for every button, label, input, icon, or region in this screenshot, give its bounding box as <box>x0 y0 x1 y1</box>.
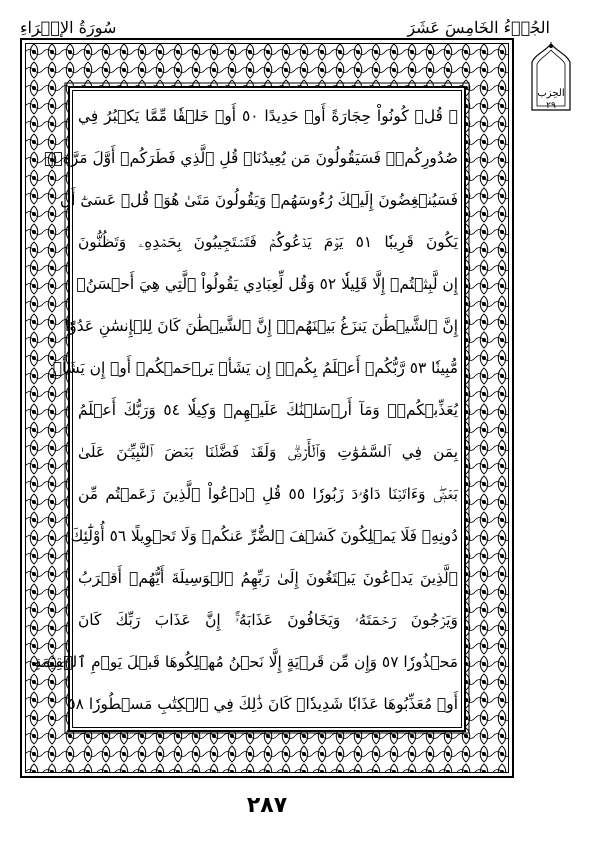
text-line: ٱلَّذِينَ يَدۡعُونَ يَبۡتَغُونَ إِلَىٰ رَبِّهِمُ ٱلۡوَسِيلَةَ أَيُّهُمۡ أَقۡرَبُ <box>78 569 458 587</box>
text-line: مَحۡذُورٗا ٥٧ وَإِن مِّن قَرۡيَةٍ إِلَّا نَحۡنُ مُهۡلِكُوهَا قَبۡلَ يَوۡمِ ٱلۡقِيَٰمَةِ <box>33 653 458 671</box>
text-line: يُعَذِّبۡكُمۡۚ وَمَآ أَرۡسَلۡنَٰكَ عَلَيۡهِمۡ وَكِيلٗا ٥٤ وَرَبُّكَ أَعۡلَمُ <box>78 401 459 419</box>
text-line: إِنَّ ٱلشَّيۡطَٰنَ يَنزَغُ بَيۡنَهُمۡۚ إِنَّ ٱلشَّيۡطَٰنَ كَانَ لِلۡإِنسَٰنِ عَدُوّٗا <box>65 317 458 335</box>
text-line: وَيَرۡجُونَ رَحۡمَتَهُۥ وَيَخَافُونَ عَذَابَهُۥٓۚ إِنَّ عَذَابَ رَبِّكَ كَانَ <box>78 611 458 629</box>
text-line: مُّبِينٗا ٥٣ رَّبُّكُمۡ أَعۡلَمُ بِكُمۡۖ إِن يَشَأۡ يَرۡحَمۡكُمۡ أَوۡ إِن يَشَأۡ <box>52 359 458 377</box>
text-line: صُدُورِكُمۡۚ فَسَيَقُولُونَ مَن يُعِيدُنَاۖ قُلِ ٱلَّذِي فَطَرَكُمۡ أَوَّلَ مَرَّةٖۚ <box>44 149 458 167</box>
hizb-number: ٢٩ <box>546 101 556 111</box>
text-line: فَسَيُنۡغِضُونَ إِلَيۡكَ رُءُوسَهُمۡ وَيَقُولُونَ مَتَىٰ هُوَۖ قُلۡ عَسَىٰٓ أَن <box>59 191 458 209</box>
text-line: بَعۡضٖۖ وَءَاتَيۡنَا دَاوُۥدَ زَبُورٗا ٥٥ قُلِ ٱدۡعُواْ ٱلَّذِينَ زَعَمۡتُم مِّن <box>78 485 458 503</box>
text-line: يَكُونَ قَرِيبٗا ٥١ يَوۡمَ يَدۡعُوكُمۡ فَتَسۡتَجِيبُونَ بِحَمۡدِهِۦ وَتَظُنُّونَ <box>78 233 458 251</box>
page-number: ٢٨٧ <box>246 793 288 818</box>
quran-text-block <box>33 96 459 726</box>
text-line: ۞ قُلۡ كُونُواْ حِجَارَةً أَوۡ حَدِيدًا ٥٠ أَوۡ خَلۡقٗا مِّمَّا يَكۡبُرُ فِي <box>78 107 458 125</box>
text-line: دُونِهِۦ فَلَا يَمۡلِكُونَ كَشۡفَ ٱلضُّرِّ عَنكُمۡ وَلَا تَحۡوِيلًا ٥٦ أُوْلَٰٓئِكَ <box>70 527 458 545</box>
text-line: بِمَن فِي ٱلسَّمَٰوَٰتِ وَٱلۡأَرۡضِۗ وَلَقَدۡ فَضَّلۡنَا بَعۡضَ ٱلنَّبِيِّـۧنَ عَلَىٰ <box>78 443 458 461</box>
text-line: إِن لَّبِثۡتُمۡ إِلَّا قَلِيلٗا ٥٢ وَقُل لِّعِبَادِي يَقُولُواْ ٱلَّتِي هِيَ أَحۡسَنُۚ <box>76 275 458 293</box>
hizb-label: الحِزب <box>537 88 565 99</box>
text-line: أَوۡ مُعَذِّبُوهَا عَذَابٗا شَدِيدٗاۚ كَانَ ذَٰلِكَ فِي ٱلۡكِتَٰبِ مَسۡطُورٗا ٥٨ <box>67 695 458 713</box>
juz-title: الجُزۡءُ الخَامِسَ عَشَرَ <box>407 18 550 37</box>
surah-title: سُورَةُ الإِسۡرَاءِ <box>20 18 117 37</box>
